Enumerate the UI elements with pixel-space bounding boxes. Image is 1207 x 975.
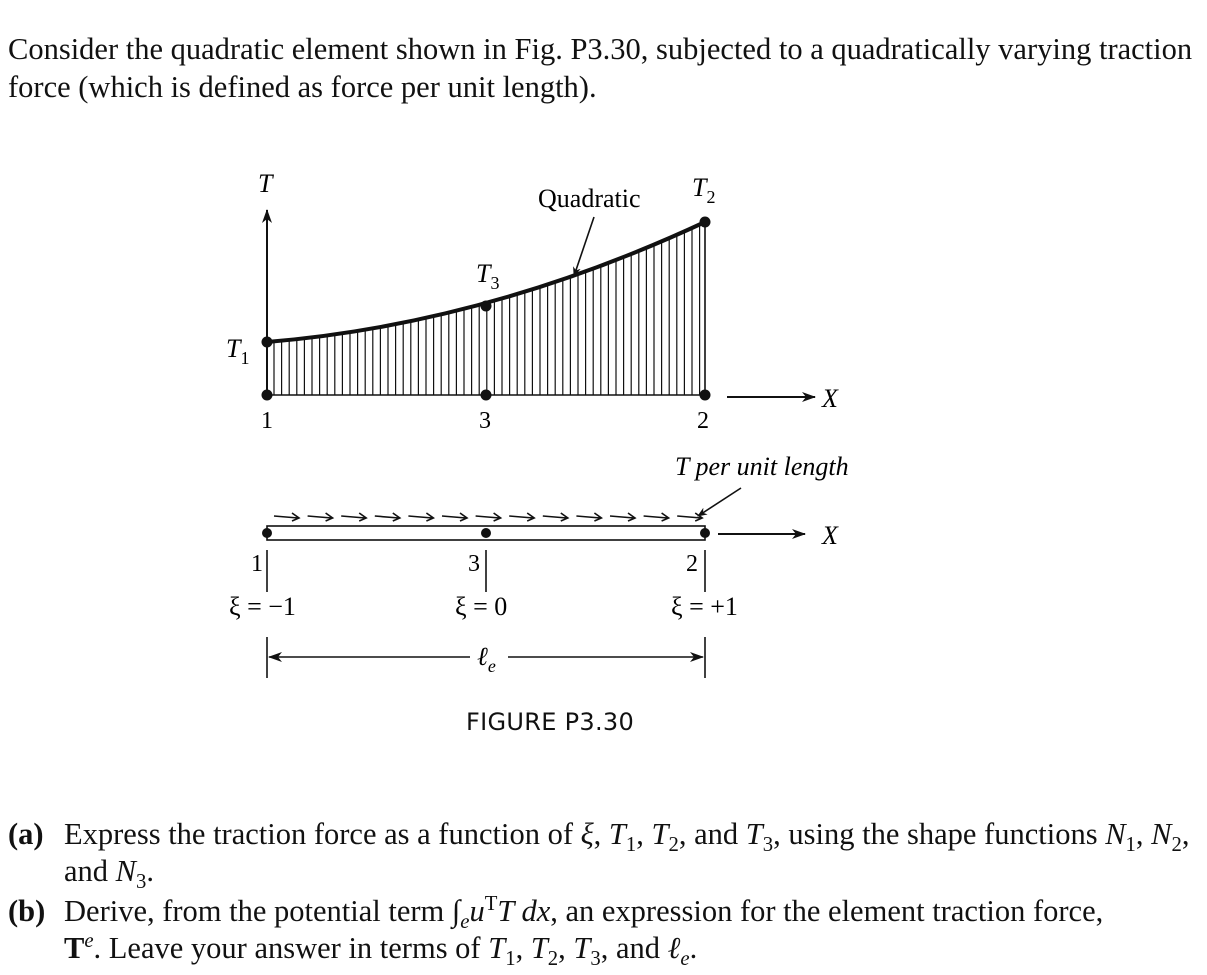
traction-arrow [308,513,333,521]
bar-node-1 [262,528,272,538]
node-3-dot [481,390,492,401]
x-axis-label-bottom: X [822,521,838,550]
label-t2: $T_2$ [692,173,716,207]
node-2-dot [700,390,711,401]
label-t1: $T_1$ [226,334,250,368]
question-a [8,816,1203,894]
traction-label-pointer [698,488,741,516]
traction-arrow [509,513,534,521]
figure-caption: FIGURE P3.30 [466,708,635,736]
question-b-text: Derive, from the potential term $\int_eu^TT$ dx, an expression for the element traction force, $T^e$. Leave your answer in terms of $T_1$, $T_2$, $T_3$, and ℓ$_e$. [64,892,1104,971]
t3-point [481,301,492,312]
bar-node-2 [700,528,710,538]
question-b [8,892,1203,971]
traction-arrow [543,513,568,521]
xi-minus-one: ξ = −1 [229,592,296,621]
traction-arrow [442,513,467,521]
t2-point [700,217,711,228]
node-1-label: 1 [261,408,273,434]
bar-node-1-label: 1 [251,551,263,577]
t-axis-label: T [258,169,273,198]
node-2-label: 2 [697,408,709,434]
question-a-tag: (a) [8,817,44,851]
traction-arrow [576,513,601,521]
traction-arrow [375,513,400,521]
question-a-text: Express the traction force as a function of ξ, $T_1$, $T_2$, and $T_3$, using the shape functions $N_1$, $N_2$, and $N_3$. [64,817,1190,894]
traction-arrow [274,513,299,521]
traction-arrow [677,513,702,521]
node-1-dot [262,390,273,401]
bar-node-3-label: 3 [468,551,480,577]
quadratic-pointer-arrow [574,217,594,276]
traction-arrow [341,513,366,521]
traction-arrow [610,513,635,521]
question-b-tag: (b) [8,894,46,928]
quadratic-label: Quadratic [538,184,641,213]
traction-arrow [408,513,433,521]
t1-point [262,337,273,348]
xi-plus-one: ξ = +1 [671,592,738,621]
bar-node-3 [481,528,491,538]
traction-arrow [476,513,501,521]
label-t3: $T_3$ [476,259,500,293]
xi-zero: ξ = 0 [455,592,508,621]
traction-arrow [644,513,669,521]
traction-arrows [274,513,702,521]
traction-unit-label: T per unit length [675,452,849,481]
x-axis-label-top: X [822,384,838,413]
intro-text: Consider the quadratic element shown in Fig. P3.30, subjected to a quadratically varying traction force (which is defined as force per unit length). [8,32,1193,104]
length-label: ℓ$_e$ [477,642,496,676]
node-3-label: 3 [479,408,491,434]
bar-node-2-label: 2 [686,551,698,577]
